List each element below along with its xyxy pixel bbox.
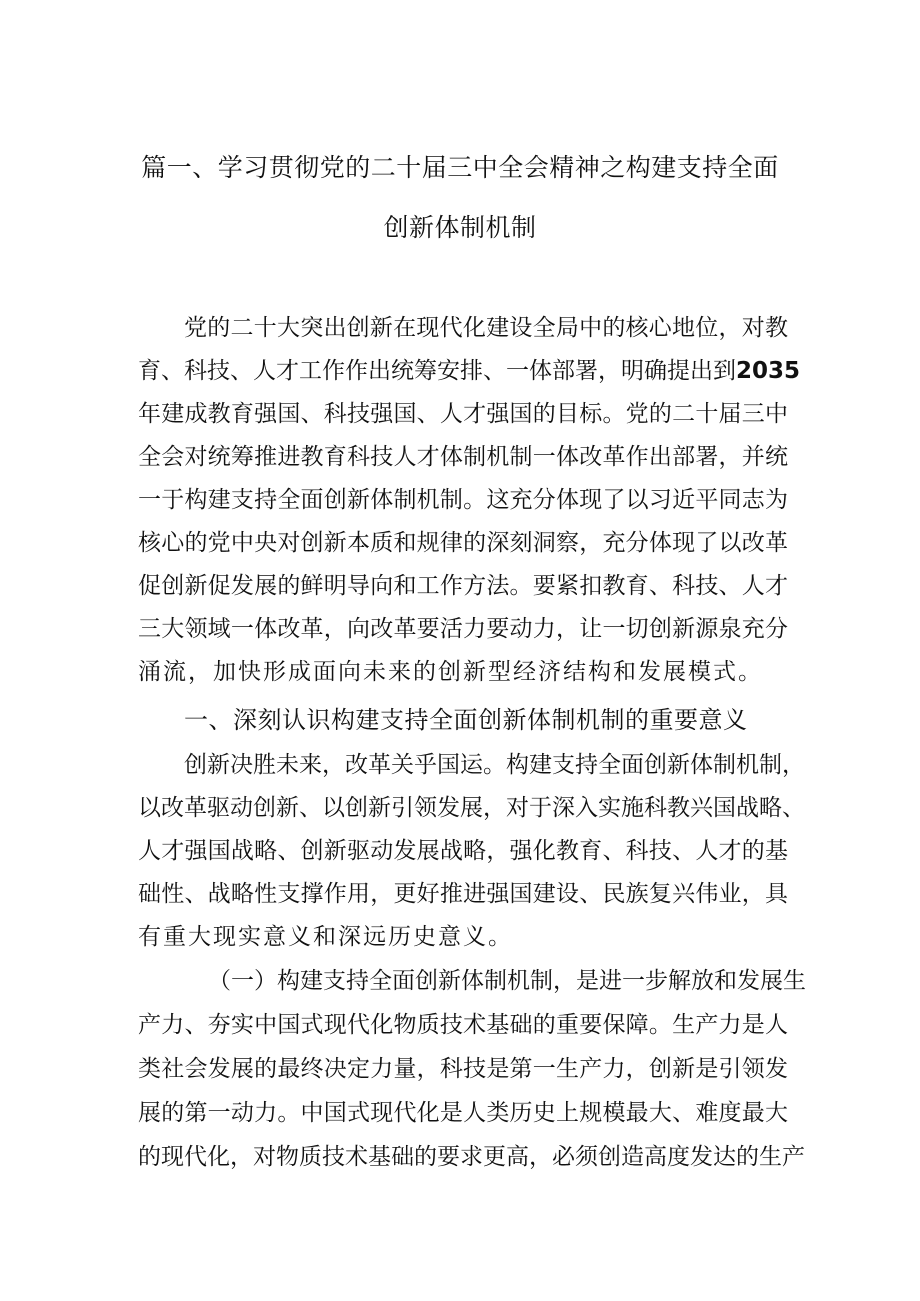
paragraph-line: 涌流，加快形成面向未来的创新型经济结构和发展模式。 xyxy=(138,659,763,685)
document-title-line-2: 创新体制机制 xyxy=(383,213,537,242)
paragraph-line: 类社会发展的最终决定力量，科技是第一生产力，创新是引领发 xyxy=(138,1056,788,1082)
document-title-line-1: 篇一、学习贯彻党的二十届三中全会精神之构建支持全面 xyxy=(141,153,779,182)
paragraph-line: 核心的党中央对创新本质和规律的深刻洞察，充分体现了以改革 xyxy=(138,530,788,556)
paragraph-line: 人才强国战略、创新驱动发展战略，强化教育、科技、人才的基 xyxy=(138,838,788,864)
year-number: 2035 xyxy=(736,358,801,384)
paragraph-line: （一）构建支持全面创新体制机制，是进一步解放和发展生 xyxy=(208,968,806,994)
section-heading: 一、深刻认识构建支持全面创新体制机制的重要意义 xyxy=(184,706,748,734)
paragraph-line: 三大领域一体改革，向改革要活力要动力，让一切创新源泉充分 xyxy=(138,616,788,642)
paragraph-line: 创新决胜未来，改革关乎国运。构建支持全面创新体制机制， xyxy=(184,752,805,778)
paragraph-line: 促创新促发展的鲜明导向和工作方法。要紧扣教育、科技、人才 xyxy=(138,573,788,599)
paragraph-line: 产力、夯实中国式现代化物质技术基础的重要保障。生产力是人 xyxy=(138,1012,788,1038)
paragraph-line: 以改革驱动创新、以创新引领发展，对于深入实施科教兴国战略、 xyxy=(138,795,805,821)
paragraph-line: 年建成教育强国、科技强国、人才强国的目标。党的二十届三中 xyxy=(138,401,788,427)
paragraph-line: 展的第一动力。中国式现代化是人类历史上规模最大、难度最大 xyxy=(138,1100,788,1126)
paragraph-line xyxy=(138,356,801,386)
paragraph-line: 党的二十大突出创新在现代化建设全局中的核心地位，对教 xyxy=(184,315,788,341)
paragraph-line: 全会对统筹推进教育科技人才体制机制一体改革作出部署，并统 xyxy=(138,444,788,470)
paragraph-line: 的现代化，对物质技术基础的要求更高，必须创造高度发达的生产 xyxy=(138,1144,805,1170)
paragraph-line: 有重大现实意义和深远历史意义。 xyxy=(138,924,513,950)
paragraph-text: 育、科技、人才工作作出统筹安排、一体部署，明确提出到 xyxy=(138,358,736,384)
paragraph-line: 一于构建支持全面创新体制机制。这充分体现了以习近平同志为 xyxy=(138,487,788,513)
paragraph-line: 础性、战略性支撑作用，更好推进强国建设、民族复兴伟业，具 xyxy=(138,881,788,907)
